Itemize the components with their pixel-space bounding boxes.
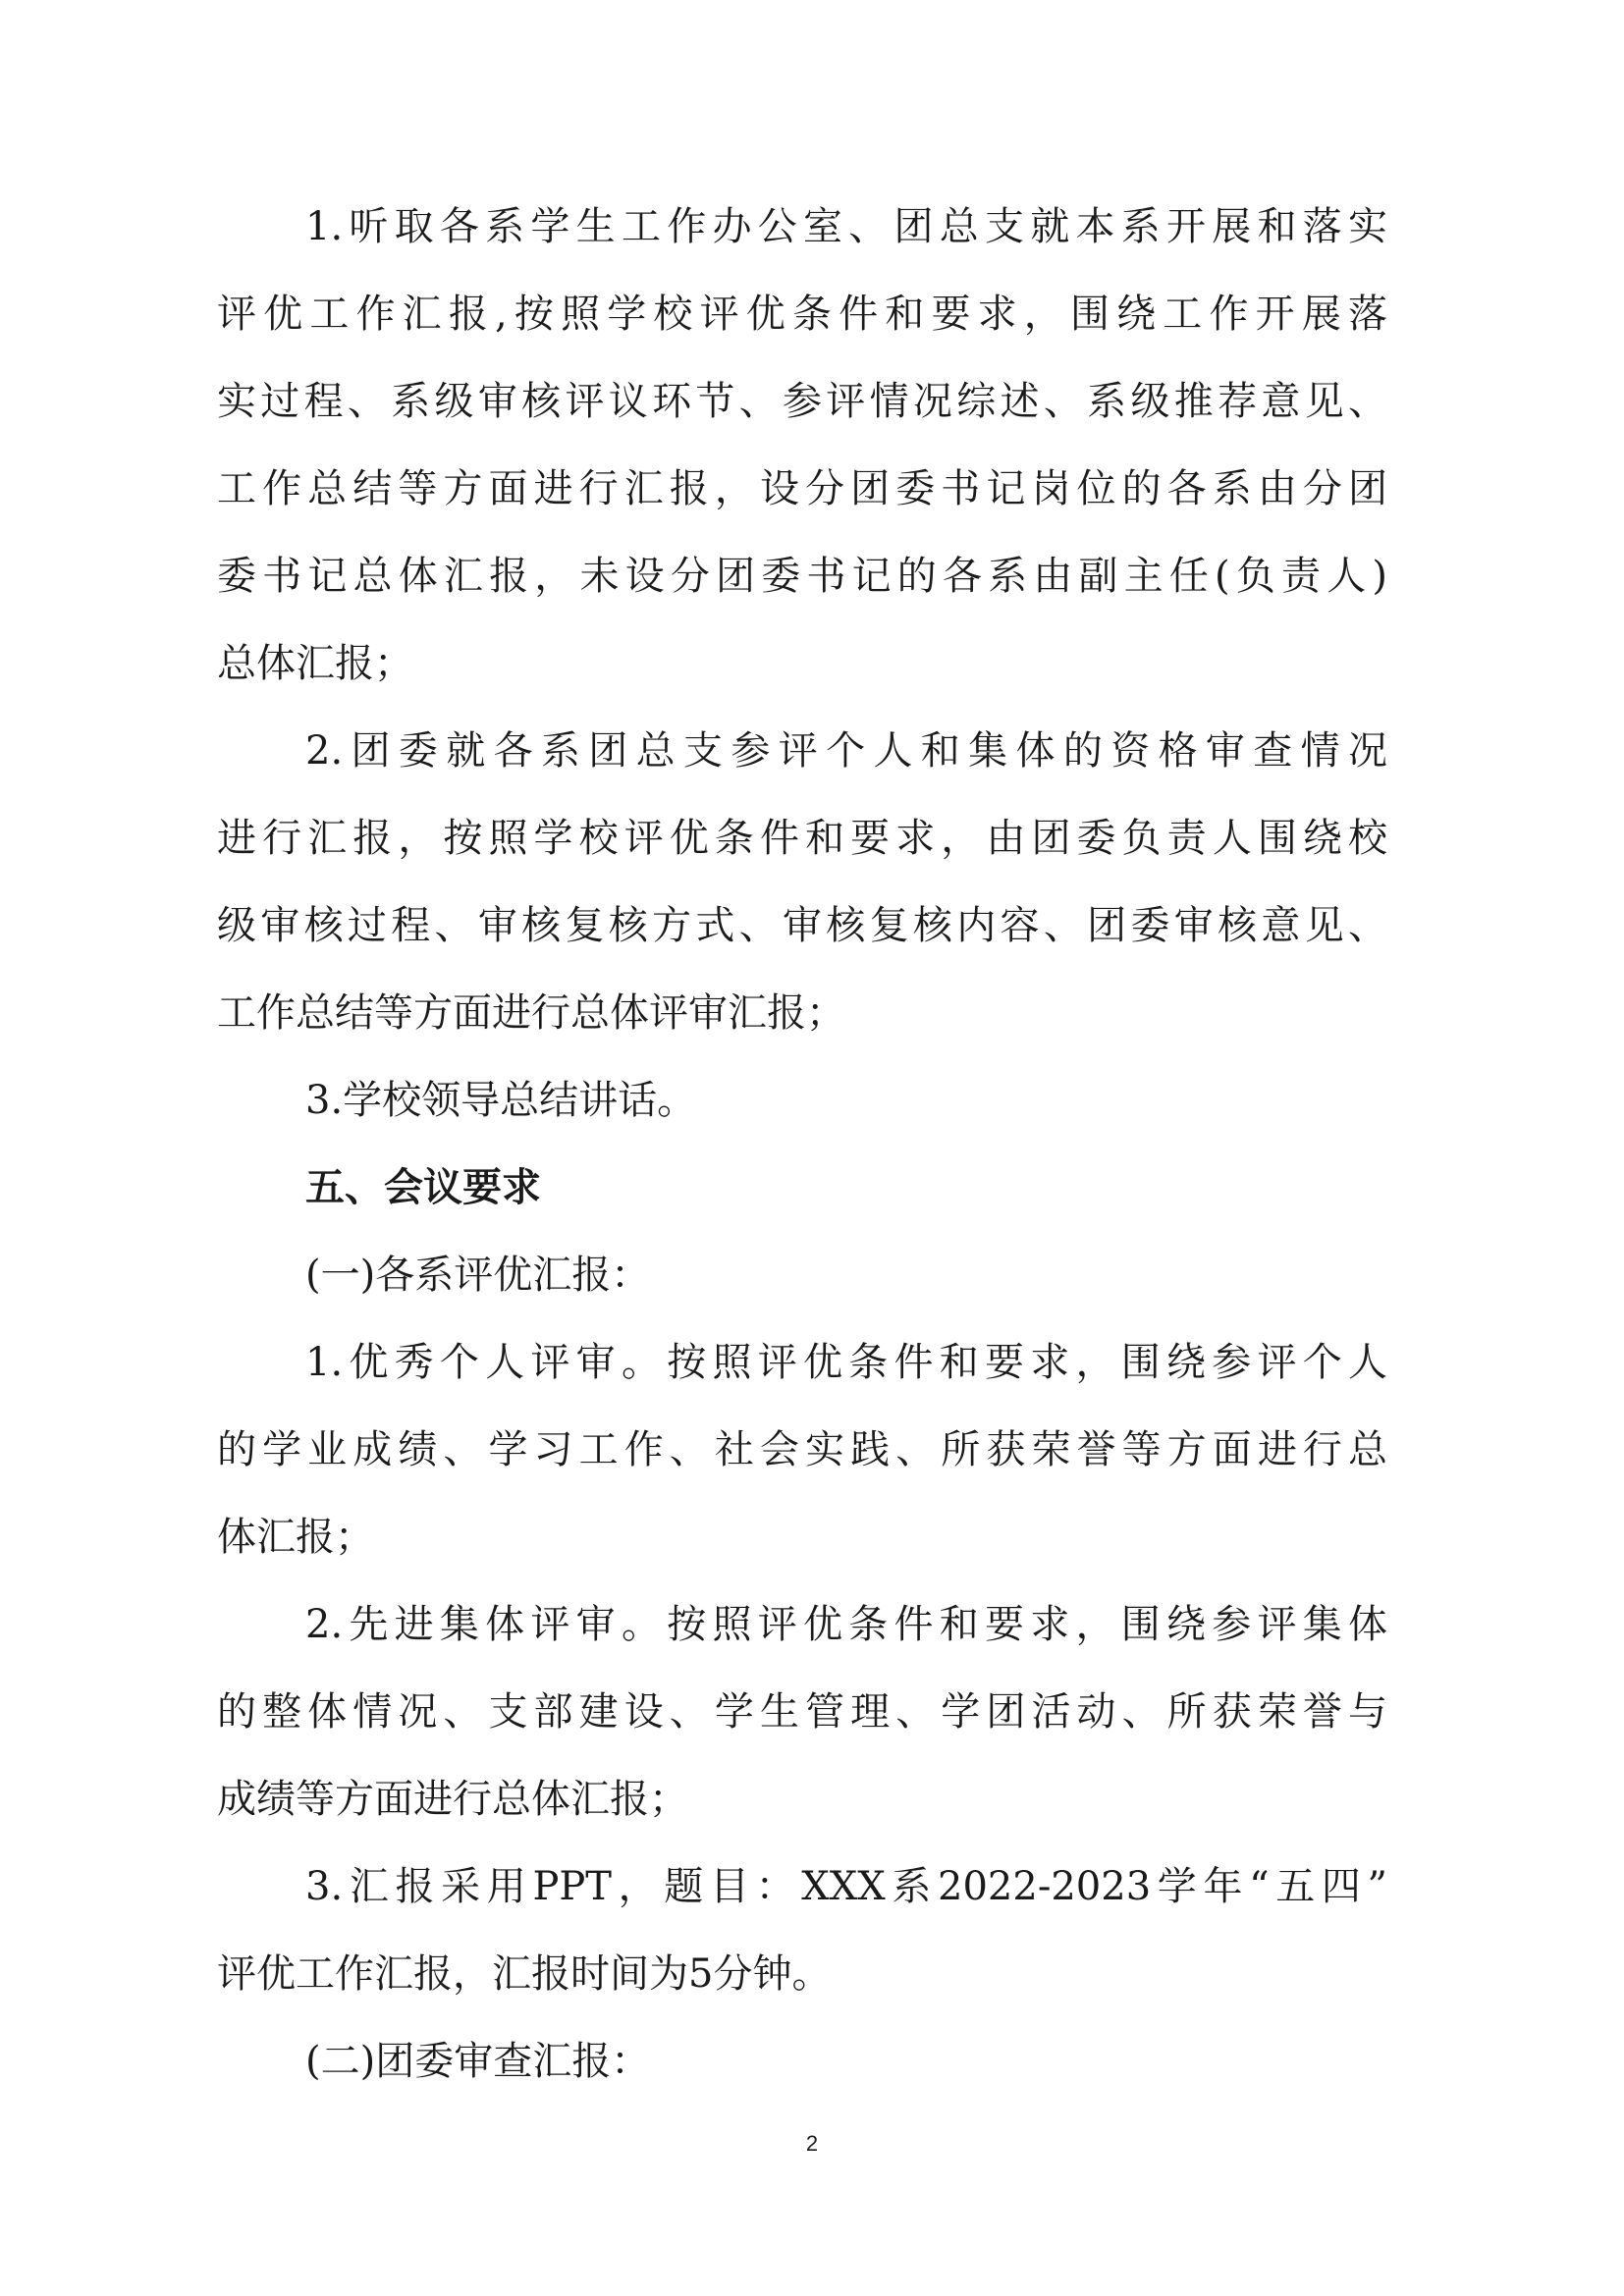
paragraph-line: 3.汇报采用PPT，题目：XXX系2022-2023学年“五四” bbox=[305, 1864, 1387, 1909]
paragraph-line: 级审核过程、审核复核方式、审核复核内容、团委审核意见、 bbox=[217, 903, 1387, 948]
section-heading: 五、会议要求 bbox=[305, 1165, 541, 1210]
subsection-heading: (一)各系评优汇报： bbox=[305, 1253, 651, 1298]
paragraph-line: 的学业成绩、学习工作、社会实践、所获荣誉等方面进行总 bbox=[217, 1427, 1387, 1472]
paragraph-line: 成绩等方面进行总体汇报； bbox=[217, 1777, 688, 1822]
paragraph-line: 的整体情况、支部建设、学生管理、学团活动、所获荣誉与 bbox=[217, 1689, 1387, 1735]
paragraph-line: 2.团委就各系团总支参评个人和集体的资格审查情况 bbox=[305, 728, 1387, 774]
paragraph-line: 进行汇报，按照学校评优条件和要求，由团委负责人围绕校 bbox=[217, 816, 1387, 861]
paragraph-line: 工作总结等方面进行汇报，设分团委书记岗位的各系由分团 bbox=[217, 466, 1387, 511]
paragraph-line: 1.优秀个人评审。按照评优条件和要求，围绕参评个人 bbox=[305, 1340, 1387, 1385]
paragraph-line: 2.先进集体评审。按照评优条件和要求，围绕参评集体 bbox=[305, 1602, 1387, 1647]
paragraph-line: 3.学校领导总结讲话。 bbox=[305, 1078, 697, 1123]
paragraph-line: 1.听取各系学生工作办公室、团总支就本系开展和落实 bbox=[305, 204, 1387, 249]
paragraph-line: 评优工作汇报,按照学校评优条件和要求，围绕工作开展落 bbox=[217, 292, 1387, 337]
paragraph-line: 委书记总体汇报，未设分团委书记的各系由副主任(负责人) bbox=[217, 554, 1387, 599]
paragraph-line: 实过程、系级审核评议环节、参评情况综述、系级推荐意见、 bbox=[217, 379, 1387, 424]
paragraph-line: 总体汇报； bbox=[217, 641, 413, 686]
paragraph-line: 工作总结等方面进行总体评审汇报； bbox=[217, 990, 845, 1036]
paragraph-line: 评优工作汇报，汇报时间为5分钟。 bbox=[217, 1951, 832, 1997]
page-number: 2 bbox=[805, 2131, 819, 2156]
paragraph-line: 体汇报； bbox=[217, 1515, 374, 1560]
subsection-heading: (二)团委审查汇报： bbox=[305, 2039, 651, 2084]
